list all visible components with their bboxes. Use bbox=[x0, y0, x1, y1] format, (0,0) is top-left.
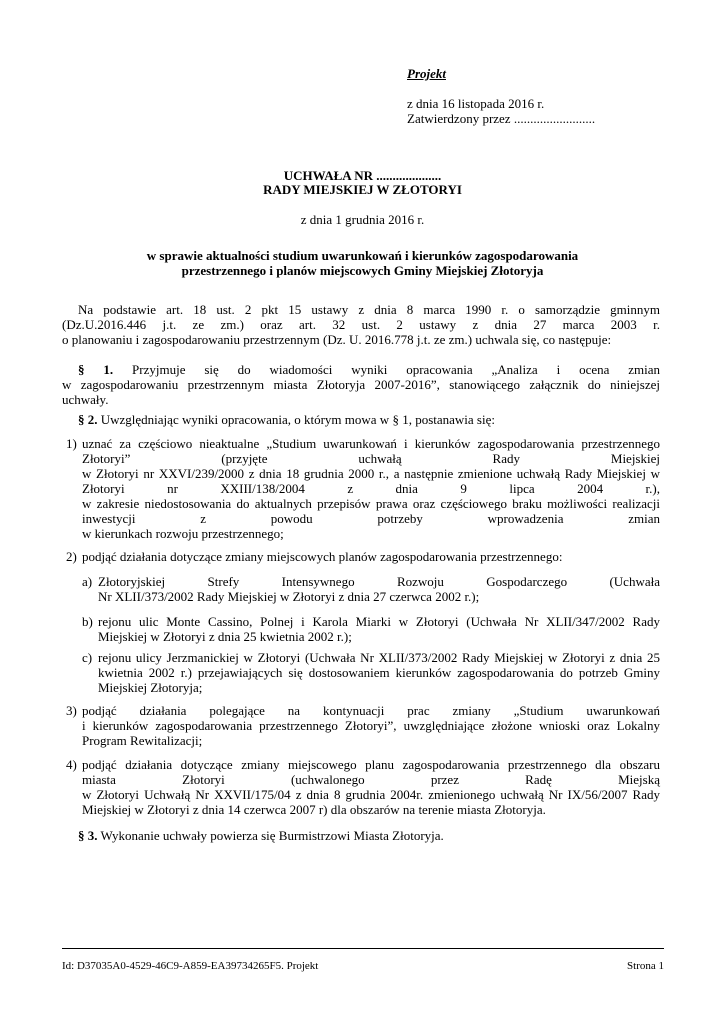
sub-item-letter: a) bbox=[82, 574, 93, 589]
item-line: podjąć działania polegające na kontynuacji prac zmiany „Studium uwarunkowań bbox=[82, 703, 660, 718]
section-1-line bbox=[62, 362, 660, 377]
council-name: RADY MIEJSKIEJ W ZŁOTORYI bbox=[263, 182, 462, 197]
projekt-label: Projekt bbox=[407, 66, 446, 81]
subject-line-1: w sprawie aktualności studium uwarunkowań i kierunków zagospodarowania bbox=[146, 248, 579, 263]
sub-item-line: Miejskiej w Złotoryi z dnia 25 kwietnia 2002 r.); bbox=[98, 629, 352, 644]
sub-item-line: Miejskiej Złotoryja; bbox=[98, 680, 203, 695]
section-3-line bbox=[62, 828, 660, 843]
section-1-mark: § 1. bbox=[78, 362, 114, 377]
document-id: Id: D37035A0-4529-46C9-A859-EA39734265F5. Projekt bbox=[62, 960, 319, 972]
item-line: podjąć działania dotyczące zmiany miejscowego planu zagospodarowania przestrzennego dla obszaru bbox=[82, 757, 660, 772]
item-line: miasta Złotoryi (uchwalonego przez Radę Miejską bbox=[82, 772, 660, 787]
approved-by: Zatwierdzony przez ......................... bbox=[407, 111, 596, 126]
sub-item-line: Nr XLII/373/2002 Rady Miejskiej w Złotoryi z dnia 27 czerwca 2002 r.); bbox=[98, 589, 480, 604]
resolution-number: UCHWAŁA NR .................... bbox=[283, 168, 442, 183]
item-line: Miejskiej w Złotoryi z dnia 14 czerwca 2007 r) dla obszarów na terenie miasta Złotoryja. bbox=[82, 802, 546, 817]
preamble-line: Na podstawie art. 18 ust. 2 pkt 15 ustawy z dnia 8 marca 1990 r. o samorządzie gminnym bbox=[78, 302, 660, 317]
sub-item-letter: c) bbox=[82, 650, 93, 665]
subject-line-2: przestrzennego i planów miejscowych Gminy Miejskiej Złotoryja bbox=[181, 263, 544, 278]
page-number: Strona 1 bbox=[627, 960, 664, 972]
item-line: inwestycji z powodu potrzeby wprowadzenia zmian bbox=[82, 511, 660, 526]
item-number: 2) bbox=[66, 549, 77, 564]
item-line: w zakresie niedostosowania do aktualnych przepisów prawa oraz częściowego braku możliwości realizacji bbox=[82, 496, 660, 511]
section-3-text: Wykonanie uchwały powierza się Burmistrzowi Miasta Złotoryja. bbox=[100, 828, 444, 843]
sub-item-line: Złotoryjskiej Strefy Intensywnego Rozwoju Gospodarczego (Uchwała bbox=[98, 574, 660, 589]
resolution-date: z dnia 1 grudnia 2016 r. bbox=[300, 212, 425, 227]
item-number: 1) bbox=[66, 436, 77, 451]
sub-item-line: kwietnia 2002 r.) przejawiających się dostosowaniem kierunków zagospodarowania do potrzeb Gminy bbox=[98, 665, 660, 680]
item-line: podjąć działania dotyczące zmiany miejscowych planów zagospodarowania przestrzennego: bbox=[82, 549, 563, 564]
sub-item-line: rejonu ulic Monte Cassino, Polnej i Karola Miarki w Złotoryi (Uchwała Nr XLII/347/2002 Rady bbox=[98, 614, 660, 629]
footer-divider bbox=[62, 948, 664, 949]
draft-date: z dnia 16 listopada 2016 r. bbox=[407, 96, 545, 111]
item-number: 4) bbox=[66, 757, 77, 772]
item-line: Program Rewitalizacji; bbox=[82, 733, 203, 748]
item-line: i kierunków zagospodarowania przestrzennego Złotoryi”, uwzględniające złożone wnioski oraz Lokalny bbox=[82, 718, 660, 733]
item-line: w kierunkach rozwoju przestrzennego; bbox=[82, 526, 284, 541]
item-line: uznać za częściowo nieaktualne „Studium uwarunkowań i kierunków zagospodarowania przestrzennego bbox=[82, 436, 660, 451]
section-1 bbox=[62, 362, 660, 407]
preamble-line: o planowaniu i zagospodarowaniu przestrzennym (Dz. U. 2016.778 j.t. ze zm.) uchwala się, co następuje: bbox=[62, 332, 612, 347]
section-1-line: uchwały. bbox=[62, 392, 109, 407]
preamble bbox=[62, 302, 660, 347]
sub-item-letter: b) bbox=[82, 614, 93, 629]
item-line: w Złotoryi Uchwałą Nr XXVII/175/04 z dnia 8 grudnia 2004r. zmienionego uchwałą Nr IX/56/2007 Rady bbox=[82, 787, 660, 802]
sub-item-line: rejonu ulicy Jerzmanickiej w Złotoryi (Uchwała Nr XLII/373/2002 Rady Miejskiej w Złotoryi z dnia 25 bbox=[98, 650, 660, 665]
section-2-mark: § 2. bbox=[78, 412, 98, 427]
section-2-intro bbox=[62, 412, 660, 427]
item-number: 3) bbox=[66, 703, 77, 718]
section-1-text: Przyjmuje się do wiadomości wyniki opracowania „Analiza i ocena zmian bbox=[132, 362, 661, 377]
section-3-mark: § 3. bbox=[78, 828, 98, 843]
section-3 bbox=[62, 828, 660, 843]
item-line: Złotoryi nr XXIII/138/2004 z dnia 9 lipca 2004 r.), bbox=[82, 481, 660, 496]
item-line: w Złotoryi nr XXVI/239/2000 z dnia 18 grudnia 2000 r., a następnie zmienione uchwałą Rady Miejskiej w bbox=[82, 466, 660, 481]
item-line: Złotoryi” (przyjęte uchwałą Rady Miejskiej bbox=[82, 451, 660, 466]
section-2-line bbox=[62, 412, 660, 427]
section-2-text: Uwzględniając wyniki opracowania, o którym mowa w § 1, postanawia się: bbox=[100, 412, 495, 427]
preamble-line: (Dz.U.2016.446 j.t. ze zm.) oraz art. 32 ust. 2 ustawy z dnia 27 marca 2003 r. bbox=[62, 317, 660, 332]
section-1-line: w zagospodarowaniu przestrzennym miasta Złotoryja 2007-2016”, stanowiącego załącznik do niniejszej bbox=[62, 377, 660, 392]
